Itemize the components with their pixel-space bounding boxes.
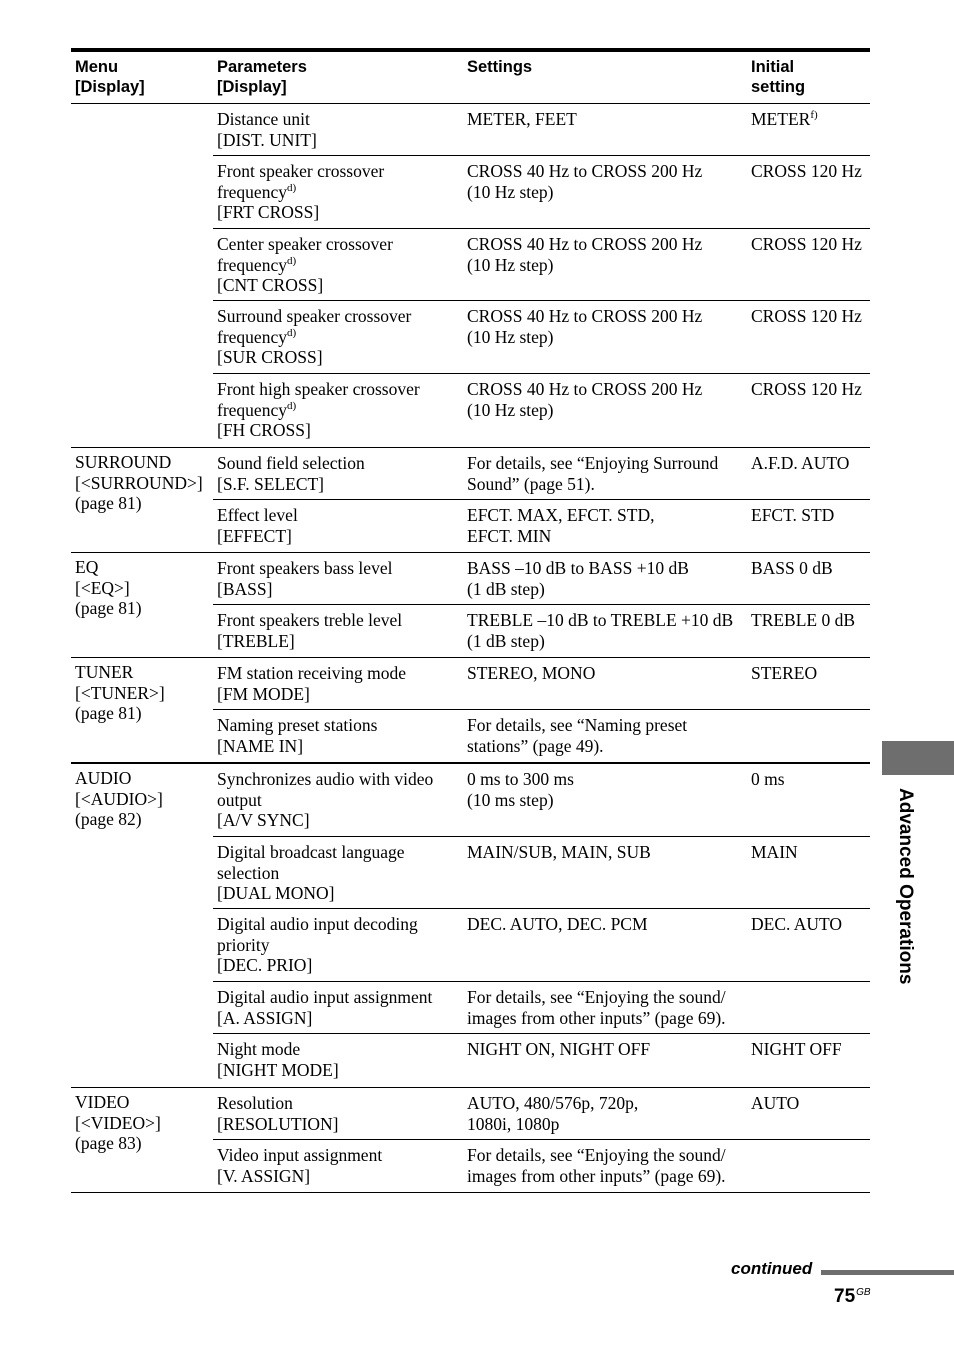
settings-text: METER, FEET [467,109,577,129]
menu-text: (page 83) [75,1133,142,1154]
table-row [213,658,870,710]
continued-label: continued [731,1259,813,1278]
parameter-cell [213,553,463,604]
table-body [71,104,870,1193]
parameter-text [217,182,463,203]
table-row [213,710,870,762]
parameter-text [217,684,463,705]
parameter-line: [DUAL MONO] [217,883,335,904]
settings-text: (1 dB step) [467,630,545,651]
settings-cell [463,1034,747,1087]
parameter-rows [213,658,870,762]
settings-text: NIGHT ON, NIGHT OFF [467,1039,651,1059]
parameter-line: frequency [217,399,287,420]
parameter-text [217,579,463,600]
parameter-line: [A. ASSIGN] [217,1007,313,1028]
settings-text: For details, see “Enjoying the sound/ [467,987,726,1007]
menu-text: [<TUNER>] [75,682,165,703]
footnote-mark: d) [286,254,297,267]
settings-cell [463,605,747,657]
initial-setting-cell [747,229,870,300]
parameter-line: Center speaker crossover [217,234,393,254]
menu-text: [<AUDIO>] [75,788,163,809]
parameter-line: Surround speaker crossover [217,306,412,326]
parameter-line: frequency [217,181,287,202]
page-number-suffix: GB [856,1287,871,1298]
parameter-cell [213,658,463,709]
menu-text: VIDEO [75,1092,130,1112]
parameter-line: Naming preset stations [217,715,378,735]
parameter-text [217,1114,463,1135]
parameter-line: Synchronizes audio with video [217,769,434,789]
menu-group [71,448,870,553]
parameter-line: Video input assignment [217,1145,383,1165]
settings-text: images from other inputs” (page 69). [467,1165,726,1186]
settings-cell [463,448,747,499]
menu-cell [71,553,213,657]
menu-cell [71,1088,213,1192]
table-row [213,374,870,447]
initial-setting-text: STEREO [751,663,818,683]
initial-setting-text: AUTO [751,1093,800,1113]
menu-text: (page 81) [75,703,142,724]
settings-cell [463,553,747,604]
parameter-text [217,863,463,884]
table-row [213,837,870,909]
initial-setting-cell [747,1034,870,1087]
initial-setting-text: MAIN [751,842,798,862]
parameter-text [217,109,463,130]
parameter-cell [213,156,463,228]
parameter-cell [213,1140,463,1192]
table-row [213,1088,870,1140]
initial-setting-cell [747,982,870,1033]
parameter-text [217,987,463,1008]
settings-table [71,48,870,1193]
parameter-cell [213,710,463,762]
settings-text: CROSS 40 Hz to CROSS 200 Hz [467,161,703,181]
parameter-text [217,420,463,441]
page-number-value: 75 [834,1286,856,1307]
menu-text: [<VIDEO>] [75,1112,161,1133]
initial-setting-text: CROSS 120 Hz [751,379,862,399]
settings-cell [463,982,747,1033]
parameter-cell [213,982,463,1033]
parameter-text [217,769,463,790]
parameter-line: Front speakers bass level [217,558,393,578]
parameter-line: [NIGHT MODE] [217,1059,339,1080]
settings-text: AUTO, 480/576p, 720p, [467,1093,639,1113]
parameter-text [217,130,463,151]
settings-text: EFCT. MIN [467,525,552,546]
parameter-text [217,400,463,421]
menu-text: SURROUND [75,452,172,472]
parameter-line: Digital broadcast language [217,842,405,862]
parameter-text [217,790,463,811]
parameter-text [217,1039,463,1060]
parameter-text [217,474,463,495]
parameter-text [217,810,463,831]
initial-setting-text: BASS 0 dB [751,558,833,578]
table-header [71,52,870,104]
initial-setting-text: A.F.D. AUTO [751,453,850,473]
parameter-line: Front speakers treble level [217,610,403,630]
parameter-line: frequency [217,254,287,275]
settings-cell [463,1088,747,1139]
parameter-rows [213,553,870,657]
menu-group [71,104,870,448]
menu-cell [71,658,213,762]
parameter-line: Effect level [217,505,298,525]
initial-setting-cell [747,909,870,981]
menu-text: TUNER [75,662,134,682]
parameter-text [217,935,463,956]
settings-cell [463,658,747,709]
parameter-cell [213,301,463,373]
table-row [213,909,870,982]
settings-cell [463,764,747,836]
settings-cell [463,1140,747,1192]
parameter-text [217,1145,463,1166]
parameter-cell [213,1088,463,1139]
initial-setting-text: 0 ms [751,769,785,789]
parameter-text [217,1166,463,1187]
parameter-line: [TREBLE] [217,630,295,651]
footnote-mark: d) [286,326,297,339]
footnote-mark: d) [286,181,297,194]
table-row [213,301,870,374]
menu-group [71,764,870,1088]
parameter-text [217,327,463,348]
parameter-line: [EFFECT] [217,525,292,546]
table-row [213,982,870,1034]
table-row [213,1140,870,1192]
parameter-line: [NAME IN] [217,735,304,756]
initial-setting-cell [747,658,870,709]
parameter-line: Resolution [217,1093,293,1113]
initial-setting-text: EFCT. STD [751,505,835,525]
initial-setting-text: TREBLE 0 dB [751,610,856,630]
parameter-line: [FM MODE] [217,683,310,704]
parameter-line: [S.F. SELECT] [217,473,325,494]
parameter-text [217,842,463,863]
parameter-line: [A/V SYNC] [217,810,310,831]
initial-setting-cell [747,301,870,373]
parameter-line: [BASS] [217,578,273,599]
parameter-line: Front high speaker crossover [217,379,420,399]
parameter-text [217,202,463,223]
parameter-text [217,883,463,904]
table-row [213,156,870,229]
table-row [213,229,870,301]
settings-cell [463,229,747,300]
footnote-mark: f) [810,109,818,121]
footnote-mark: d) [286,399,297,412]
menu-text: (page 81) [75,598,142,619]
menu-text: EQ [75,557,99,577]
settings-text: DEC. AUTO, DEC. PCM [467,914,648,934]
parameter-line: Front speaker crossover [217,161,385,181]
settings-text: images from other inputs” (page 69). [467,1007,726,1028]
parameter-text [217,306,463,327]
parameter-cell [213,374,463,447]
menu-text: AUDIO [75,768,132,788]
header-settings: Settings [467,58,533,76]
settings-text: stations” (page 49). [467,735,604,756]
parameter-text [217,275,463,296]
initial-setting-text: CROSS 120 Hz [751,306,862,326]
settings-text: BASS –10 dB to BASS +10 dB [467,558,689,578]
initial-setting-cell [747,374,870,447]
menu-text: (page 82) [75,809,142,830]
settings-text: For details, see “Enjoying the sound/ [467,1145,726,1165]
parameter-text [217,955,463,976]
initial-setting-cell [747,1140,870,1192]
initial-setting-text: METER [751,109,811,129]
parameter-line: selection [217,862,280,883]
settings-text: (10 ms step) [467,789,554,810]
settings-cell [463,104,747,155]
parameter-text [217,526,463,547]
parameter-cell [213,605,463,657]
parameter-line: FM station receiving mode [217,663,407,683]
initial-setting-cell [747,605,870,657]
parameter-line: priority [217,934,270,955]
parameter-cell [213,229,463,300]
table-row [213,104,870,156]
continued-bar [821,1270,954,1275]
settings-text: For details, see “Naming preset [467,715,688,735]
parameter-text [217,234,463,255]
menu-text: [<SURROUND>] [75,472,203,493]
parameter-text [217,715,463,736]
parameter-line: Digital audio input decoding [217,914,418,934]
menu-cell [71,448,213,552]
initial-setting-text: CROSS 120 Hz [751,161,862,181]
parameter-rows [213,448,870,552]
settings-cell [463,301,747,373]
page-number [834,1282,871,1308]
settings-text: TREBLE –10 dB to TREBLE +10 dB [467,610,734,630]
initial-setting-text: DEC. AUTO [751,914,843,934]
settings-cell [463,156,747,228]
initial-setting-text: CROSS 120 Hz [751,234,862,254]
parameter-text [217,914,463,935]
settings-text: CROSS 40 Hz to CROSS 200 Hz [467,379,703,399]
initial-setting-cell [747,104,870,155]
initial-setting-cell [747,156,870,228]
parameter-line: Digital audio input assignment [217,987,433,1007]
parameter-line: [FRT CROSS] [217,202,320,223]
parameter-line: [DIST. UNIT] [217,129,317,150]
settings-cell [463,500,747,552]
section-side-label: Advanced Operations [895,788,916,985]
menu-text: [<EQ>] [75,577,130,598]
parameter-line: Night mode [217,1039,301,1059]
settings-text: (10 Hz step) [467,326,554,347]
table-row [213,448,870,500]
parameter-cell [213,1034,463,1087]
initial-setting-cell [747,837,870,908]
settings-text: MAIN/SUB, MAIN, SUB [467,842,651,862]
initial-setting-cell [747,764,870,836]
parameter-text [217,558,463,579]
parameter-text [217,505,463,526]
parameter-rows [213,1088,870,1192]
parameter-cell [213,837,463,908]
parameter-text [217,453,463,474]
table-row [213,553,870,605]
settings-text: STEREO, MONO [467,663,596,683]
initial-setting-cell [747,553,870,604]
menu-cell [71,104,213,447]
parameter-line: [V. ASSIGN] [217,1165,311,1186]
parameter-cell [213,909,463,981]
settings-text: (10 Hz step) [467,181,554,202]
settings-text: 1080i, 1080p [467,1113,560,1134]
settings-cell [463,837,747,908]
header-parameters: Parameters [Display] [217,58,307,96]
menu-group [71,658,870,764]
parameter-cell [213,764,463,836]
settings-text: CROSS 40 Hz to CROSS 200 Hz [467,306,703,326]
parameter-text [217,736,463,757]
parameter-text [217,1008,463,1029]
settings-text: For details, see “Enjoying Surround [467,453,719,473]
table-row [213,500,870,552]
menu-group [71,1088,870,1193]
header-initial-setting: Initial setting [751,58,806,96]
parameter-text [217,347,463,368]
parameter-rows [213,104,870,447]
parameter-line: frequency [217,326,287,347]
parameter-text [217,610,463,631]
settings-cell [463,710,747,762]
table-row [213,764,870,837]
settings-text: EFCT. MAX, EFCT. STD, [467,505,655,525]
parameter-text [217,631,463,652]
parameter-line: [RESOLUTION] [217,1113,339,1134]
parameter-line: [CNT CROSS] [217,275,324,296]
parameter-line: output [217,789,262,810]
initial-setting-cell [747,1088,870,1139]
parameter-line: [DEC. PRIO] [217,955,313,976]
parameter-rows [213,764,870,1087]
parameter-text [217,379,463,400]
table-row [213,605,870,657]
parameter-line: [SUR CROSS] [217,347,323,368]
parameter-text [217,663,463,684]
initial-setting-cell [747,710,870,762]
menu-cell [71,764,213,1087]
menu-group [71,553,870,658]
parameter-line: Sound field selection [217,453,365,473]
settings-text: (1 dB step) [467,578,545,599]
settings-text: Sound” (page 51). [467,473,595,494]
parameter-text [217,161,463,182]
settings-text: (10 Hz step) [467,399,554,420]
parameter-line: [FH CROSS] [217,420,311,441]
parameter-cell [213,448,463,499]
header-menu: Menu [Display] [75,58,145,96]
settings-text: CROSS 40 Hz to CROSS 200 Hz [467,234,703,254]
section-tab-marker [882,741,954,775]
parameter-text [217,1093,463,1114]
initial-setting-text: NIGHT OFF [751,1039,842,1059]
parameter-text [217,255,463,276]
parameter-text [217,1060,463,1081]
menu-text: (page 81) [75,493,142,514]
settings-cell [463,909,747,981]
initial-setting-cell [747,500,870,552]
initial-setting-cell [747,448,870,499]
settings-cell [463,374,747,447]
parameter-cell [213,500,463,552]
parameter-line: Distance unit [217,109,310,129]
table-row [213,1034,870,1087]
settings-text: (10 Hz step) [467,254,554,275]
settings-text: 0 ms to 300 ms [467,769,574,789]
parameter-cell [213,104,463,155]
